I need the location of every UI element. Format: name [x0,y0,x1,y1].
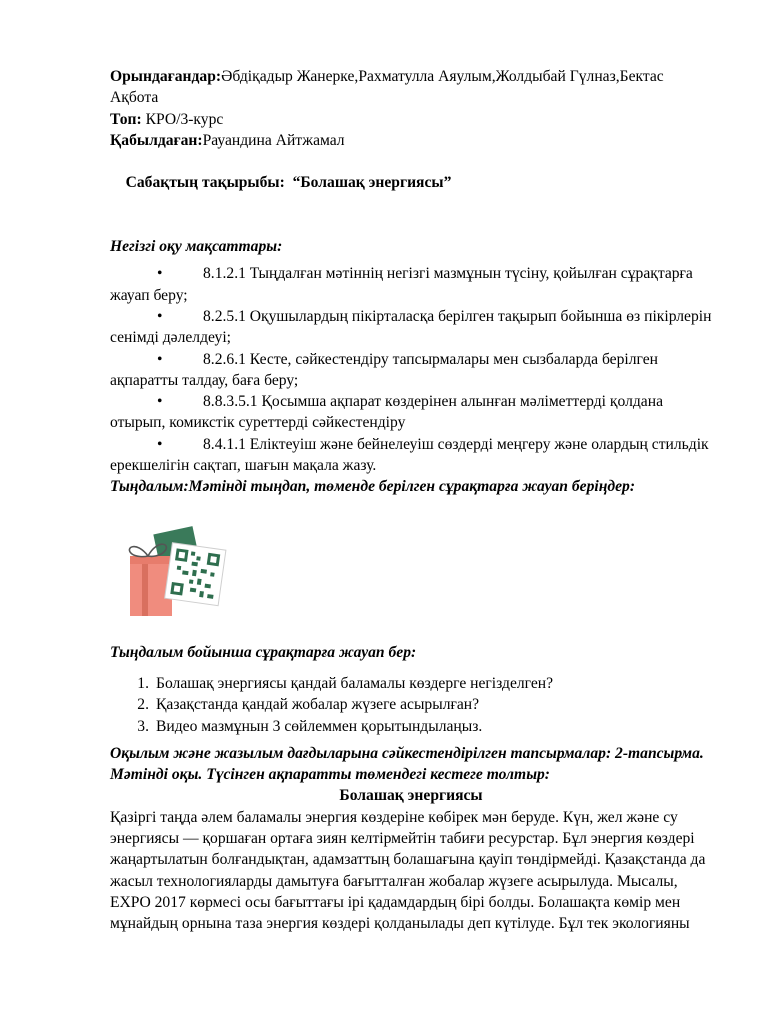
objective-item: •8.4.1.1 Еліктеуіш және бейнелеуіш сөздерді меңгеру және олардың стильдік ерекшелігін сақтап, шағын мақала жазу. [110,434,712,477]
bullet-icon [157,306,203,327]
objective-item: •8.2.6.1 Кесте, сәйкестендіру тапсырмалары мен сызбаларда берілген ақпаратты талдау, баға беру; [110,349,712,392]
topic-value: “Болашақ энергиясы” [284,174,452,192]
topic-label: Сабақтың тақырыбы: [125,174,285,192]
objectives-list [110,263,712,476]
accepted-label: Қабылдаған: [110,131,203,149]
objective-item: •8.8.3.5.1 Қосымша ақпарат көздерінен алынған мәліметтерді қолдана отырып, комикстік суреттерді сәйкестендіру [110,391,712,434]
bullet-icon [157,263,203,284]
group-value: КРО/3-курс [141,110,224,128]
group-label: Топ: [110,110,142,128]
text-title: Болашақ энергиясы [339,787,483,805]
list-item: 2. Қазақстанда қандай жобалар жүзеге асырылған? [137,696,480,714]
questions-title: Тыңдалым бойынша сұрақтарға жауап бер: [110,643,417,661]
objectives-title: Негізгі оқу мақсаттары: [110,238,283,256]
accepted-value: Рауандина Айтжамал [202,131,345,149]
performers-label: Орындағандар: [110,68,222,85]
topic-line [110,151,712,215]
bullet-icon [157,434,203,455]
bullet-icon [157,391,203,412]
reading-instruction: Оқылым және жазылым дағдыларына сәйкестендірілген тапсырмалар: 2-тапсырма. Мәтінді оқы. Түсінген ақпаратты төмендегі кестеге толтыр: [110,744,704,784]
questions-list [110,673,712,737]
performers-value: Әбдіқадыр Жанерке,Рахматулла Аяулым,Жолдыбай Гүлназ,Бектас Ақбота [110,68,664,107]
bullet-icon [157,349,203,370]
text-body: Қазіргі таңда әлем баламалы энергия көздеріне көбірек мән беруде. Күн, жел және су энергиясы — қоршаған ортаға зиян келтірмейтін табиғи ресурстар. Бұл энергия көздері жаңартылатын болғандықтан, адамзаттың болашағына қауіп төндірмейді. Қазақстанда да жасыл технологияларды дамытуға бағытталған жобалар жүзеге асырылуда. Мысалы, EXPO 2017 көрмесі осы бағыттағы ірі қадамдардың бірі болды. Болашақта көмір мен мұнайдың орнына таза энергия көздері қолданылады деп күтілуде. Бұл тек экологияны [110,808,706,933]
listening-instruction: Тыңдалым:Мәтінді тыңдап, төменде берілген сұрақтарға жауап беріңдер: [110,478,636,496]
performers-line [110,66,712,109]
accepted-line [110,130,712,151]
group-line [110,109,712,130]
list-item: 3. Видео мазмұнын 3 сөйлеммен қорытындылаңыз. [137,717,483,735]
list-item: 1. Болашақ энергиясы қандай баламалы көздерге негізделген? [137,674,554,692]
objective-item: •8.1.2.1 Тыңдалған мәтіннің негізгі мазмұнын түсіну, қойылған сұрақтарға жауап беру; [110,263,712,306]
objective-item: •8.2.5.1 Оқушылардың пікірталасқа берілген тақырып бойынша өз пікірлерін сенімді дәлелдеуі; [110,306,712,349]
gift-qr-icon[interactable] [118,522,228,622]
